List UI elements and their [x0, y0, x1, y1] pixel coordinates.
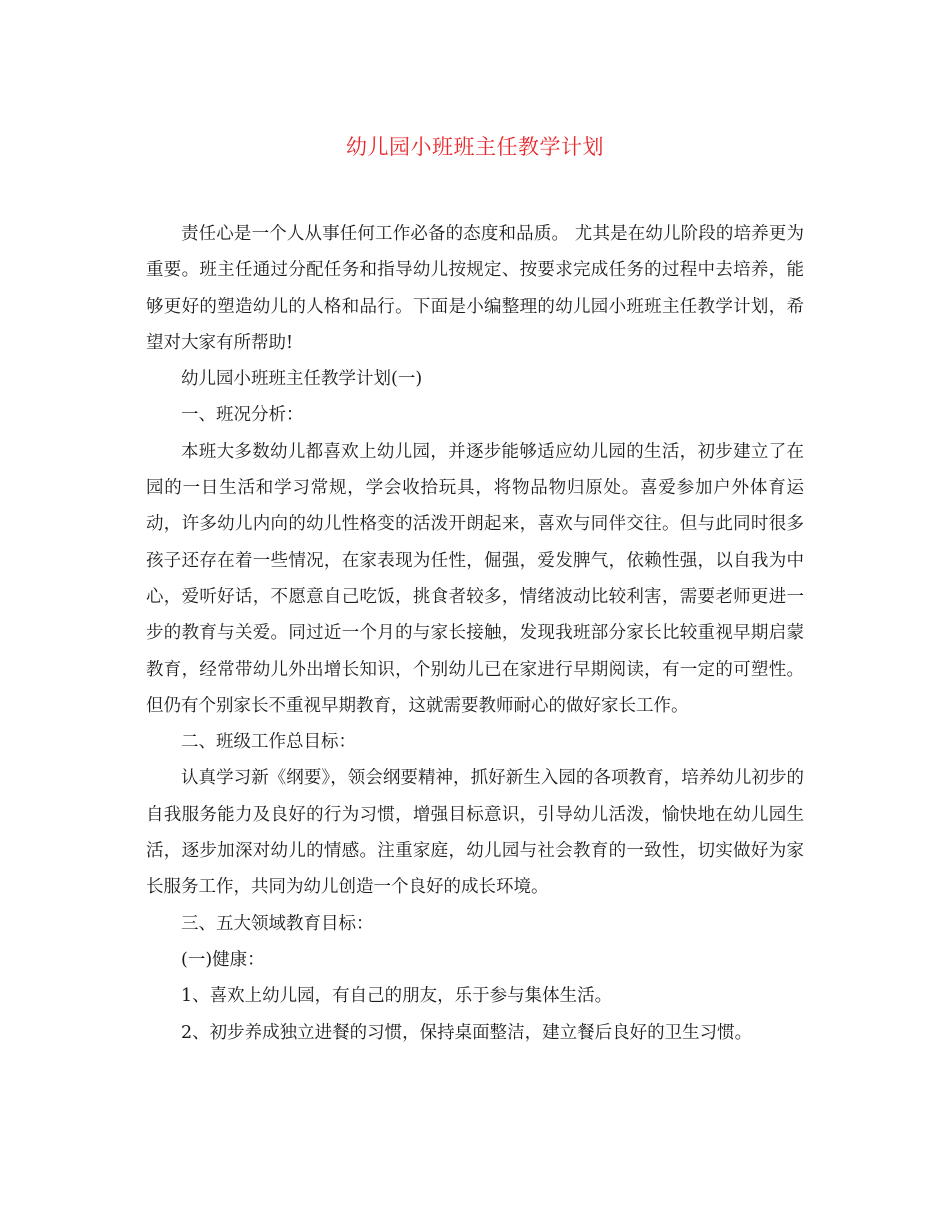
intro-paragraph: 责任心是一个人从事任何工作必备的态度和品质。 尤其是在幼儿阶段的培养更为重要。班主任通过分配任务和指导幼儿按规定、按要求完成任务的过程中去培养，能够更好的塑造幼儿的人格和品行。下面是小编整理的幼儿园小班班主任教学计划，希望对大家有所帮助!: [146, 224, 804, 353]
section-heading-overall-goals: 二、班级工作总目标：: [181, 732, 356, 753]
health-item-1: 1、喜欢上幼儿园，有自己的朋友，乐于参与集体生活。: [181, 986, 613, 1007]
document-title: 幼儿园小班班主任教学计划: [346, 135, 604, 159]
subsection-heading-health: (一)健康：: [181, 949, 265, 970]
document-body: [146, 216, 804, 1051]
health-item-2: 2、初步养成独立进餐的习惯，保持桌面整洁，建立餐后良好的卫生习惯。: [181, 1022, 753, 1043]
section-heading-five-domains: 三、五大领域教育目标：: [181, 913, 374, 934]
overall-goals-paragraph: 认真学习新《纲要》，领会纲要精神，抓好新生入园的各项教育，培养幼儿初步的自我服务能力及良好的行为习惯，增强目标意识，引导幼儿活泼，愉快地在幼儿园生活，逐步加深对幼儿的情感。注重家庭，幼儿园与社会教育的一致性，切实做好为家长服务工作，共同为幼儿创造一个良好的成长环境。: [146, 768, 804, 898]
section-heading-class-analysis: 一、班况分析：: [181, 405, 304, 426]
section-heading-plan-one: 幼儿园小班班主任教学计划(一): [181, 369, 423, 390]
class-analysis-paragraph: 本班大多数幼儿都喜欢上幼儿园，并逐步能够适应幼儿园的生活，初步建立了在园的一日生活和学习常规，学会收拾玩具，将物品物归原处。喜爱参加户外体育运动，许多幼儿内向的幼儿性格变的活泼开朗起来，喜欢与同伴交往。但与此同时很多孩子还存在着一些情况，在家表现为任性，倔强，爱发脾气，依赖性强，以自我为中心，爱听好话，不愿意自己吃饭，挑食者较多，情绪波动比较利害，需要老师更进一步的教育与关爱。同过近一个月的与家长接触，发现我班部分家长比较重视早期启蒙教育，经常带幼儿外出增长知识，个别幼儿已在家进行早期阅读，有一定的可塑性。但仍有个别家长不重视早期教育，这就需要教师耐心的做好家长工作。: [146, 441, 804, 716]
